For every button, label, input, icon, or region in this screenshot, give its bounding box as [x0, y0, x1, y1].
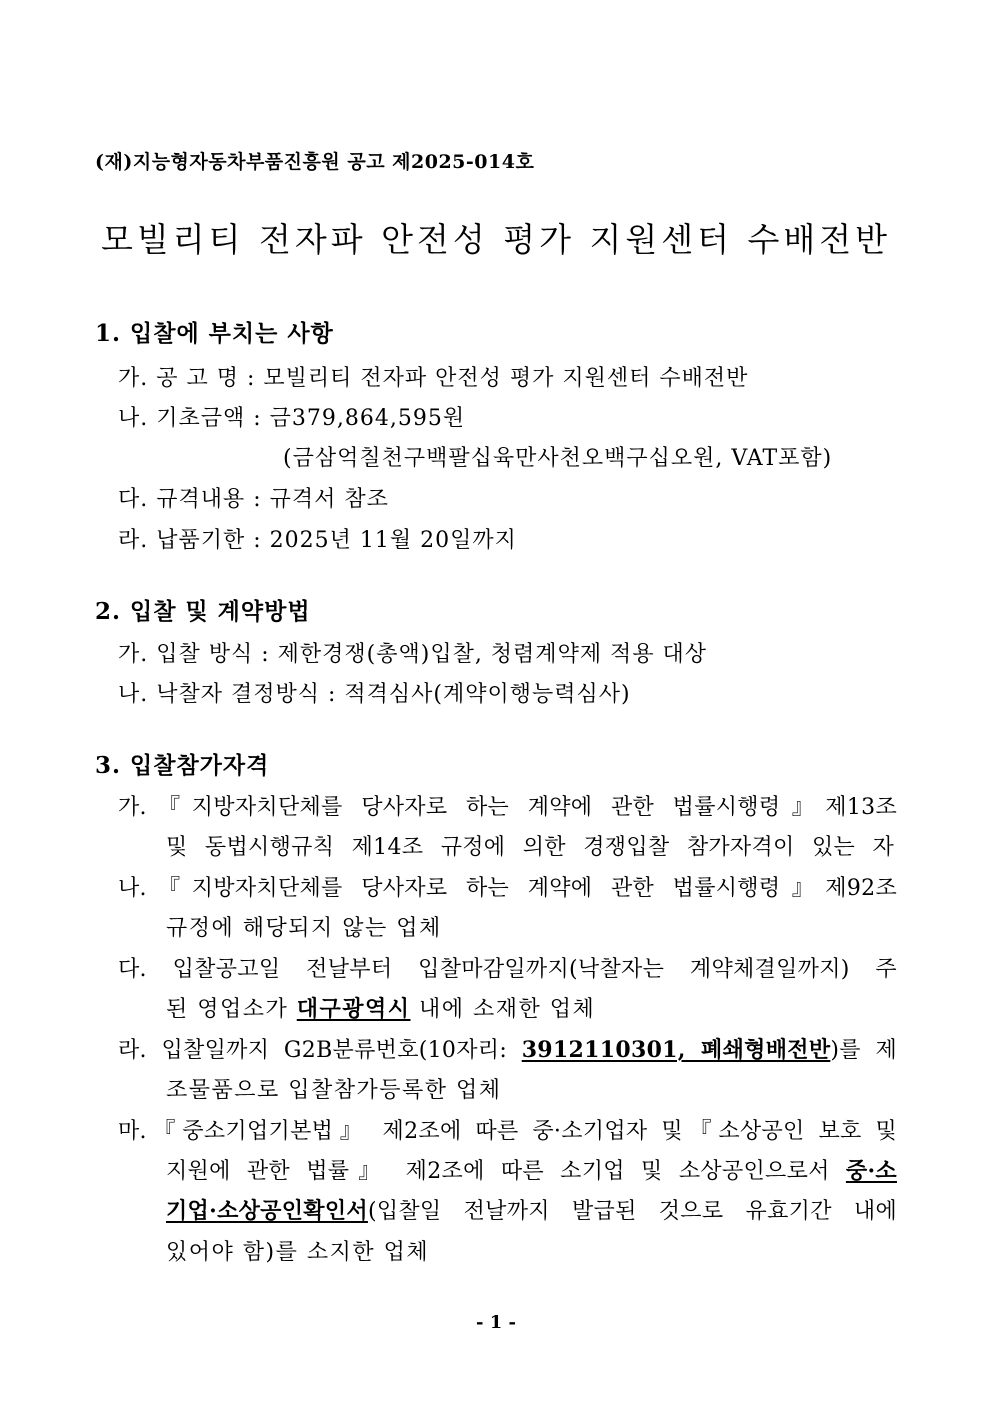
s3-item-na-line2: 규정에 해당되지 않는 업체: [166, 916, 442, 941]
s3-item-ma-line2: 지원에 관한 법률』 제2조에 따른 소기업 및 소상공인으로서 중·소: [166, 1158, 897, 1184]
s3-item-na-line1: 나.『지방자치단체를 당사자로 하는 계약에 관한 법률시행령』제92조: [118, 876, 897, 901]
s3-item-ma-line3: 기업·소상공인확인서(입찰일 전날까지 발급된 것으로 유효기간 내에: [166, 1198, 897, 1224]
certificate-highlight-part1: 중·소: [845, 1158, 897, 1184]
s3-item-ma-line1: 마.『중소기업기본법』 제2조에 따른 중·소기업자 및『소상공인 보호 및: [118, 1119, 897, 1144]
certificate-highlight-part2: 기업·소상공인확인서: [166, 1198, 368, 1224]
s3-item-ra-line1: 라. 입찰일까지 G2B분류번호(10자리: 3912110301, 폐쇄형배전반)를 제: [118, 1037, 898, 1063]
notice-number: (재)지능형자동차부품진흥원 공고 제2025-014호: [95, 151, 535, 173]
s1-item-na-detail: (금삼억칠천구백팔십육만사천오백구십오원, VAT포함): [283, 446, 833, 471]
s3-item-ra-line2: 조물품으로 입찰참가등록한 업체: [166, 1078, 502, 1103]
region-highlight: 대구광역시: [296, 996, 411, 1022]
section-2-heading: 2. 입찰 및 계약방법: [95, 598, 311, 625]
s3-item-ga-line1: 가.『지방자치단체를 당사자로 하는 계약에 관한 법률시행령』제13조: [118, 795, 897, 820]
s3-item-ma-line4: 있어야 함)를 소지한 업체: [166, 1240, 430, 1265]
s1-item-na: 나. 기초금액 : 금379,864,595원: [118, 406, 466, 431]
s1-item-ga: 가. 공 고 명 : 모빌리티 전자파 안전성 평가 지원센터 수배전반: [118, 366, 749, 391]
s3-item-da-line2: 된 영업소가 대구광역시 내에 소재한 업체: [166, 996, 596, 1022]
page-number: - 1 -: [476, 1312, 516, 1333]
s3-item-da-line1: 다. 입찰공고일 전날부터 입찰마감일까지(낙찰자는 계약체결일까지) 주: [118, 957, 897, 982]
g2b-code-highlight: 3912110301, 폐쇄형배전반: [521, 1037, 831, 1063]
s2-item-ga: 가. 입찰 방식 : 제한경쟁(총액)입찰, 청렴계약제 적용 대상: [118, 642, 708, 667]
document-title: 모빌리티 전자파 안전성 평가 지원센터 수배전반: [100, 220, 891, 259]
section-3-heading: 3. 입찰참가자격: [95, 752, 270, 779]
s1-item-ra: 라. 납품기한 : 2025년 11월 20일까지: [118, 528, 517, 553]
section-1-heading: 1. 입찰에 부치는 사항: [95, 320, 334, 347]
s2-item-na: 나. 낙찰자 결정방식 : 적격심사(계약이행능력심사): [118, 682, 631, 707]
s1-item-da: 다. 규격내용 : 규격서 참조: [118, 487, 389, 512]
s3-item-ga-line2: 및 동법시행규칙 제14조 규정에 의한 경쟁입찰 참가자격이 있는 자: [166, 835, 894, 860]
